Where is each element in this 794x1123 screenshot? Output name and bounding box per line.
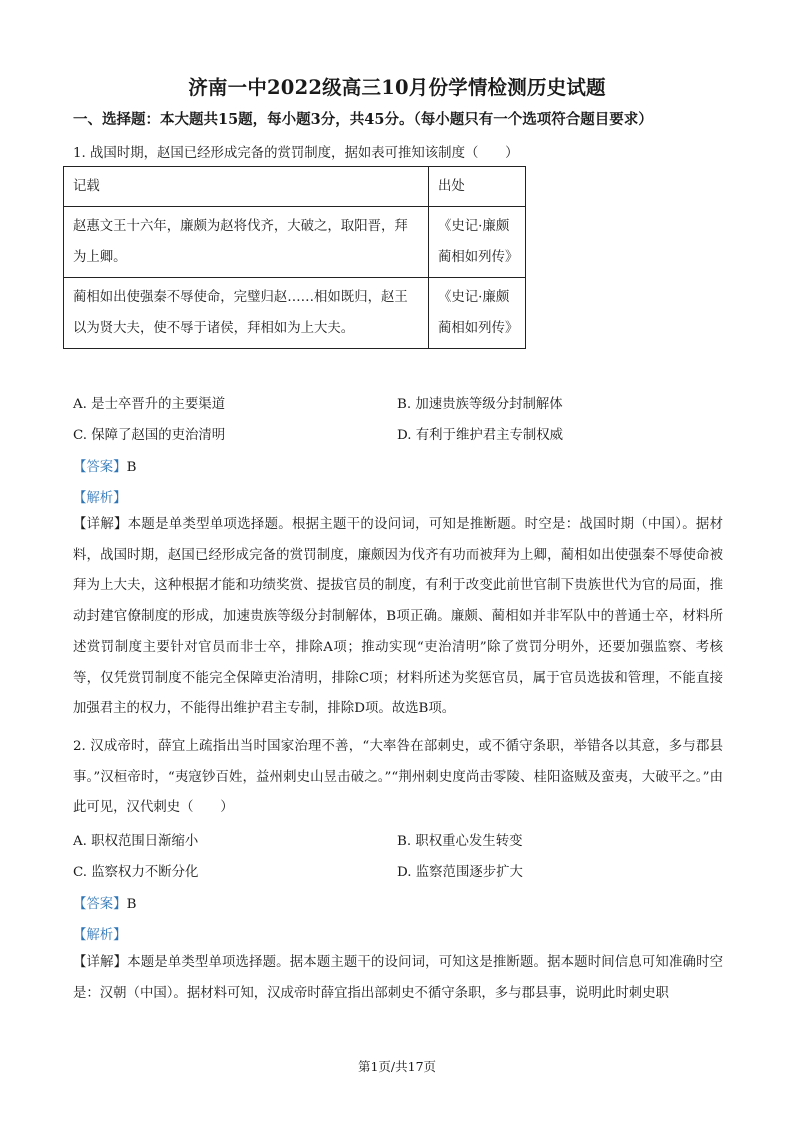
- table-cell-source: 《史记·廉颇蔺相如列传》: [429, 207, 526, 278]
- table-cell-record: 赵惠文王十六年，廉颇为赵将伐齐，大破之，取阳晋，拜为上卿。: [64, 207, 429, 278]
- table-cell-record: 蔺相如出使强秦不辱使命，完璧归赵……相如既归，赵王以为贤大夫，使不辱于诸侯，拜相如为上大夫。: [64, 278, 429, 349]
- page-title: 济南一中2022级高三10月份学情检测历史试题: [188, 76, 606, 99]
- detail-text: 本题是单类型单项选择题。据本题主题干的设问词，可知这是推断题。据本题时间信息可知准确时空是：汉朝（中国）。据材料可知，汉成帝时薛宜指出部刺史不循守条职，多与郡县事，说明此时刺史职: [73, 955, 724, 1001]
- table-row: [64, 207, 526, 278]
- q1-option-b: B. 加速贵族等级分封制解体: [397, 397, 563, 412]
- table-cell-source: 《史记·廉颇蔺相如列传》: [429, 278, 526, 349]
- q2-option-c: C. 监察权力不断分化: [73, 865, 199, 880]
- q2-answer: [73, 893, 136, 912]
- detail-tag: 【详解】: [73, 955, 128, 970]
- question-2-stem: 2. 汉成帝时，薛宜上疏指出当时国家治理不善，“大率咎在部刺史，或不循守条职，举错各以其意，多与郡县事。”汉桓帝时，“夷寇钞百姓，益州刺史山昱击破之。”“荆州刺史度尚击零陵、桂阳盗贼及蛮夷，大破平之。”由此可见，汉代刺史（ ）: [73, 739, 723, 816]
- section-heading: 一、选择题：本大题共15题，每小题3分，共45分。（每小题只有一个选项符合题目要求）: [73, 111, 653, 128]
- q2-option-b: B. 职权重心发生转变: [397, 834, 523, 849]
- table-header-record: 记载: [64, 167, 429, 207]
- q2-detail: [73, 948, 723, 1009]
- q1-analysis-tag: 【解析】: [73, 491, 127, 506]
- answer-tag: 【答案】: [73, 460, 127, 475]
- q1-detail: [73, 510, 723, 725]
- answer-value: B: [126, 460, 137, 475]
- q1-option-d: D. 有利于维护君主专制权威: [397, 428, 564, 443]
- q1-option-a: A. 是士卒晋升的主要渠道: [73, 397, 226, 412]
- page-footer: 第1页/共17页: [357, 1059, 437, 1074]
- detail-tag: 【详解】: [73, 517, 128, 532]
- q1-option-c: C. 保障了赵国的吏治清明: [73, 428, 226, 443]
- question-1-table: [63, 166, 526, 349]
- table-header-source: 出处: [429, 167, 526, 207]
- table-row: [64, 278, 526, 349]
- table-header-row: [64, 167, 526, 207]
- answer-value: B: [126, 897, 137, 912]
- q1-answer: [73, 456, 136, 475]
- q2-option-d: D. 监察范围逐步扩大: [397, 865, 523, 880]
- answer-tag: 【答案】: [73, 897, 127, 912]
- q2-analysis-tag: 【解析】: [73, 928, 127, 943]
- detail-text: 本题是单类型单项选择题。根据主题干的设问词，可知是推断题。时空是：战国时期（中国）。据材料，战国时期，赵国已经形成完备的赏罚制度，廉颇因为伐齐有功而被拜为上卿，蔺相如出使强秦不辱使命被拜为上大夫，这种根据才能和功绩奖赏、提拔官员的制度，有利于改变此前世官制下贵族世代为官的局面，推动封建官僚制度的形成，加速贵族等级分封制解体，B项正确。廉颇、蔺相如并非军队中的普通士卒，材料所述赏罚制度主要针对官员而非士卒，排除A项；推动实现“吏治清明”除了赏罚分明外，还要加强监察、考核等，仅凭赏罚制度不能完全保障吏治清明，排除C项；材料所述为奖惩官员，属于官员选拔和管理，不能直接加强君主的权力，不能得出维护君主专制，排除D项。故选B项。: [73, 517, 723, 717]
- q2-option-a: A. 职权范围日渐缩小: [73, 834, 199, 849]
- question-1-stem: 1. 战国时期，赵国已经形成完备的赏罚制度，据如表可推知该制度（ ）: [73, 146, 519, 161]
